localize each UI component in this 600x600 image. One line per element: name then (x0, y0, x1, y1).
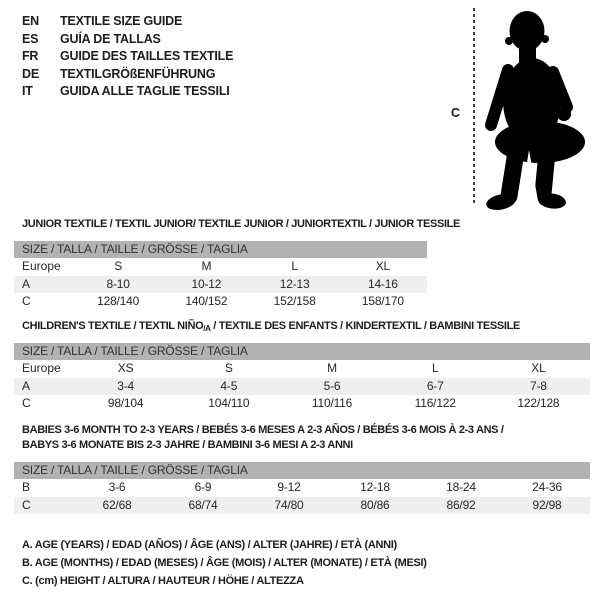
language-guide-header (22, 13, 233, 101)
table-cell: 4-5 (220, 378, 238, 393)
language-label: GUIDE DES TAILLES TEXTILE (60, 49, 234, 64)
title-text: CHILDREN'S TEXTILE / TEXTIL NIÑO (22, 320, 204, 332)
height-dotted-line (473, 8, 475, 206)
language-row (22, 83, 233, 101)
row-label: C (22, 497, 31, 512)
junior-size-table (14, 241, 427, 311)
table-body (14, 258, 427, 311)
language-label: GUÍA DE TALLAS (60, 31, 161, 46)
table-cell: 62/68 (102, 497, 132, 512)
language-code: FR (22, 49, 39, 64)
table-cell: 110/116 (311, 396, 353, 410)
legend-line-b: B. AGE (MONTHS) / EDAD (MESES) / ÂGE (MOIS) / ALTER (MONATE) / ETÀ (MESI) (22, 556, 427, 569)
table-cell: 80/86 (360, 497, 390, 512)
table-cell: 140/152 (185, 294, 228, 308)
babies-size-table (14, 462, 590, 514)
row-label: C (22, 294, 31, 308)
table-cell: 128/140 (97, 294, 140, 308)
table-cell: 104/110 (208, 396, 250, 410)
table-cell: 12-13 (279, 276, 310, 291)
title-line-2: BABYS 3-6 MONATE BIS 2-3 JAHRE / BAMBINI 3-6 MESI A 2-3 ANNI (22, 439, 353, 451)
table-cell: 3-6 (108, 480, 126, 494)
table-row (14, 497, 590, 515)
table-cell: 18-24 (446, 480, 476, 494)
measure-legend (22, 537, 427, 590)
table-cell: 92/98 (532, 497, 562, 512)
language-label: GUIDA ALLE TAGLIE TESSILI (60, 84, 230, 99)
table-row (14, 293, 427, 311)
table-row (14, 360, 590, 378)
row-label: A (22, 378, 31, 393)
language-row (22, 48, 233, 66)
title-line-1: BABIES 3-6 MONTH TO 2-3 YEARS / BEBÉS 3-6 MESES A 2-3 AÑOS / BÉBÉS 3-6 MOIS À 2-3 ANS / (22, 424, 504, 436)
language-row (22, 13, 233, 31)
table-cell: 14-16 (368, 276, 398, 291)
children-table-title (22, 319, 520, 336)
table-cell: M (327, 361, 337, 375)
table-row (14, 258, 427, 276)
table-cell: 3-4 (117, 378, 134, 393)
table-cell: S (224, 361, 233, 375)
title-subscript: /A (203, 324, 211, 333)
row-label: B (22, 480, 31, 494)
table-cell: 10-12 (191, 276, 222, 291)
table-cell: 5-6 (323, 378, 341, 393)
language-code: EN (22, 14, 39, 28)
table-body (14, 360, 590, 413)
legend-line-a: A. AGE (YEARS) / EDAD (AÑOS) / ÂGE (ANS) / ALTER (JAHRE) / ETÀ (ANNI) (22, 539, 397, 551)
language-code: IT (22, 84, 33, 99)
table-cell: XS (117, 361, 134, 375)
table-row (14, 276, 427, 294)
language-row (22, 31, 233, 49)
size-header-bar: SIZE / TALLA / TAILLE / GRÖSSE / TAGLIA (14, 241, 427, 258)
table-cell: 12-18 (360, 480, 390, 494)
table-row (14, 378, 590, 396)
table-cell: S (114, 259, 123, 273)
language-label: TEXTILE SIZE GUIDE (60, 14, 183, 28)
table-row (14, 479, 590, 497)
junior-table-title: JUNIOR TEXTILE / TEXTIL JUNIOR/ TEXTILE JUNIOR / JUNIORTEXTIL / JUNIOR TESSILE (22, 218, 461, 230)
language-label: TEXTILGRÖßENFÜHRUNG (60, 66, 216, 81)
table-cell: 74/80 (274, 497, 304, 512)
row-label: C (22, 396, 31, 410)
title-text: / TEXTILE DES ENFANTS / KINDERTEXTIL / BAMBINI TESSILE (210, 320, 520, 332)
row-label: Europe (22, 259, 61, 273)
table-cell: L (431, 361, 439, 375)
children-size-table (14, 343, 590, 413)
table-cell: 6-7 (426, 378, 444, 393)
table-cell: 98/104 (107, 396, 144, 410)
table-cell: 68/74 (188, 497, 218, 512)
table-cell: 9-12 (277, 480, 301, 494)
table-cell: XL (375, 259, 391, 273)
table-cell: 7-8 (530, 378, 547, 393)
size-header-bar: SIZE / TALLA / TAILLE / GRÖSSE / TAGLIA (14, 343, 590, 360)
table-cell: L (291, 259, 298, 273)
table-cell: XL (531, 361, 546, 375)
baby-silhouette-icon (483, 4, 597, 210)
table-cell: 24-36 (532, 480, 562, 494)
row-label: Europe (22, 361, 61, 375)
table-cell: 158/170 (361, 294, 404, 308)
size-header-bar: SIZE / TALLA / TAILLE / GRÖSSE / TAGLIA (14, 462, 590, 479)
table-cell: 86/92 (446, 497, 476, 512)
legend-line-c: C. (cm) HEIGHT / ALTURA / HAUTEUR / HÖHE / ALTEZZA (22, 574, 304, 587)
table-cell: 122/128 (517, 396, 560, 410)
table-cell: 6-9 (194, 480, 212, 494)
table-body (14, 479, 590, 514)
language-code: ES (22, 31, 39, 46)
table-cell: 8-10 (106, 276, 130, 291)
table-cell: M (201, 259, 212, 273)
table-cell: 152/158 (273, 294, 316, 308)
language-code: DE (22, 66, 39, 81)
row-label: A (22, 276, 31, 291)
height-measure-label: C (451, 106, 461, 120)
table-row (14, 395, 590, 413)
table-cell: 116/122 (414, 396, 456, 410)
language-row (22, 66, 233, 84)
babies-table-title (22, 423, 504, 453)
